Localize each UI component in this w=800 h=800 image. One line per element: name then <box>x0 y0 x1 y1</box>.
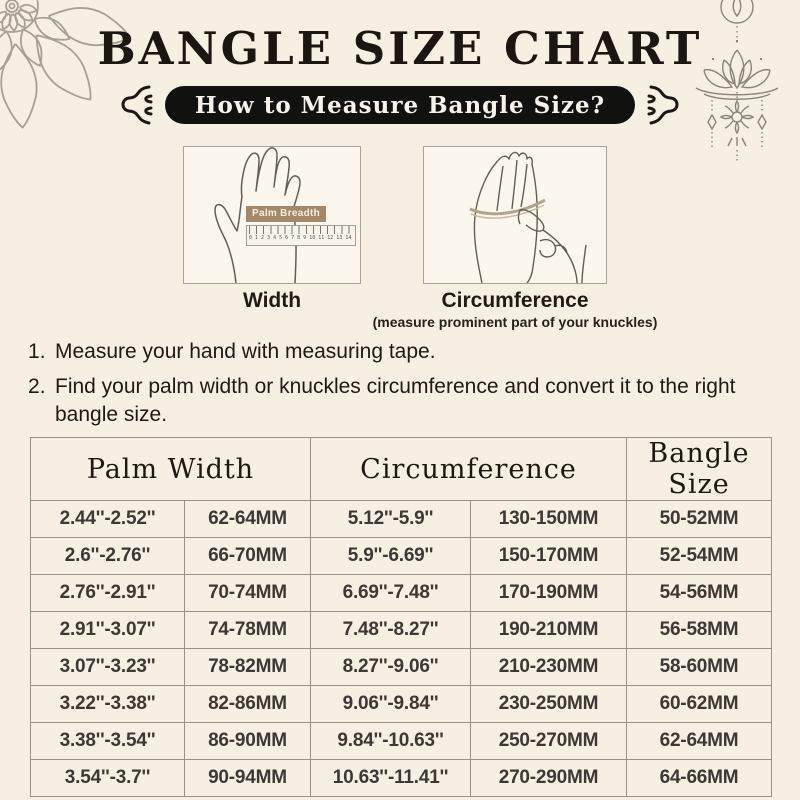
header-circumference: Circumference <box>311 438 627 501</box>
table-cell: 74-78MM <box>185 612 311 649</box>
table-cell: 2.91''-3.07'' <box>31 612 185 649</box>
knuckle-measure-hand-illustration <box>424 147 606 283</box>
table-row <box>31 538 772 575</box>
ruler-numbers: 0 1 2 3 4 5 6 7 8 9 10 11 12 13 14 <box>249 235 352 241</box>
table-cell: 90-94MM <box>185 760 311 797</box>
size-chart-tbody <box>31 501 772 797</box>
page-title: BANGLE SIZE CHART <box>97 22 703 75</box>
table-cell: 10.63''-11.41'' <box>311 760 471 797</box>
table-cell: 8.27''-9.06'' <box>311 649 471 686</box>
instruction-list <box>28 338 776 436</box>
width-diagram <box>183 146 361 284</box>
table-cell: 56-58MM <box>627 612 772 649</box>
flourish-left-icon <box>111 84 155 126</box>
table-cell: 130-150MM <box>471 501 627 538</box>
circumference-caption-block <box>355 289 675 330</box>
table-row <box>31 612 772 649</box>
table-row <box>31 501 772 538</box>
instruction-item: Find your palm width or knuckles circumference and convert it to the right bangle size. <box>55 374 736 426</box>
table-row <box>31 686 772 723</box>
table-cell: 150-170MM <box>471 538 627 575</box>
palm-breadth-tag: Palm Breadth <box>246 206 326 222</box>
table-cell: 3.54''-3.7'' <box>31 760 185 797</box>
subtitle-pill-label: How to Measure Bangle Size? <box>194 91 606 119</box>
table-cell: 50-52MM <box>627 501 772 538</box>
table-cell: 210-230MM <box>471 649 627 686</box>
table-cell: 270-290MM <box>471 760 627 797</box>
flourish-right-icon <box>645 84 689 126</box>
table-cell: 9.06''-9.84'' <box>311 686 471 723</box>
table-cell: 62-64MM <box>185 501 311 538</box>
table-cell: 170-190MM <box>471 575 627 612</box>
table-cell: 52-54MM <box>627 538 772 575</box>
table-cell: 70-74MM <box>185 575 311 612</box>
table-cell: 3.38''-3.54'' <box>31 723 185 760</box>
header-palm-width: Palm Width <box>31 438 311 501</box>
width-caption: Width <box>242 289 302 312</box>
table-cell: 250-270MM <box>471 723 627 760</box>
table-cell: 2.44''-2.52'' <box>31 501 185 538</box>
circumference-diagram <box>423 146 607 284</box>
table-cell: 58-60MM <box>627 649 772 686</box>
table-cell: 190-210MM <box>471 612 627 649</box>
table-row <box>31 760 772 797</box>
table-cell: 7.48''-8.27'' <box>311 612 471 649</box>
table-cell: 6.69''-7.48'' <box>311 575 471 612</box>
table-cell: 3.22''-3.38'' <box>31 686 185 723</box>
table-cell: 3.07''-3.23'' <box>31 649 185 686</box>
table-row <box>31 723 772 760</box>
table-cell: 2.76''-2.91'' <box>31 575 185 612</box>
table-cell: 82-86MM <box>185 686 311 723</box>
table-cell: 2.6''-2.76'' <box>31 538 185 575</box>
ruler <box>246 225 356 246</box>
table-cell: 9.84''-10.63'' <box>311 723 471 760</box>
table-cell: 5.9''-6.69'' <box>311 538 471 575</box>
table-cell: 54-56MM <box>627 575 772 612</box>
table-cell: 62-64MM <box>627 723 772 760</box>
circumference-note: (measure prominent part of your knuckles) <box>372 314 658 330</box>
table-cell: 86-90MM <box>185 723 311 760</box>
table-cell: 66-70MM <box>185 538 311 575</box>
table-cell: 230-250MM <box>471 686 627 723</box>
circumference-caption: Circumference <box>441 289 589 312</box>
table-row <box>31 649 772 686</box>
table-cell: 60-62MM <box>627 686 772 723</box>
table-row <box>31 575 772 612</box>
table-cell: 64-66MM <box>627 760 772 797</box>
table-cell: 5.12''-5.9'' <box>311 501 471 538</box>
ruler-ticks-icon <box>249 226 353 234</box>
header-bangle-size: Bangle Size <box>627 438 772 501</box>
table-header-row <box>31 438 772 501</box>
subtitle-pill <box>165 86 635 124</box>
instruction-item: Measure your hand with measuring tape. <box>55 340 436 363</box>
size-chart-table <box>30 437 772 797</box>
subtitle-row <box>0 84 800 126</box>
table-cell: 78-82MM <box>185 649 311 686</box>
